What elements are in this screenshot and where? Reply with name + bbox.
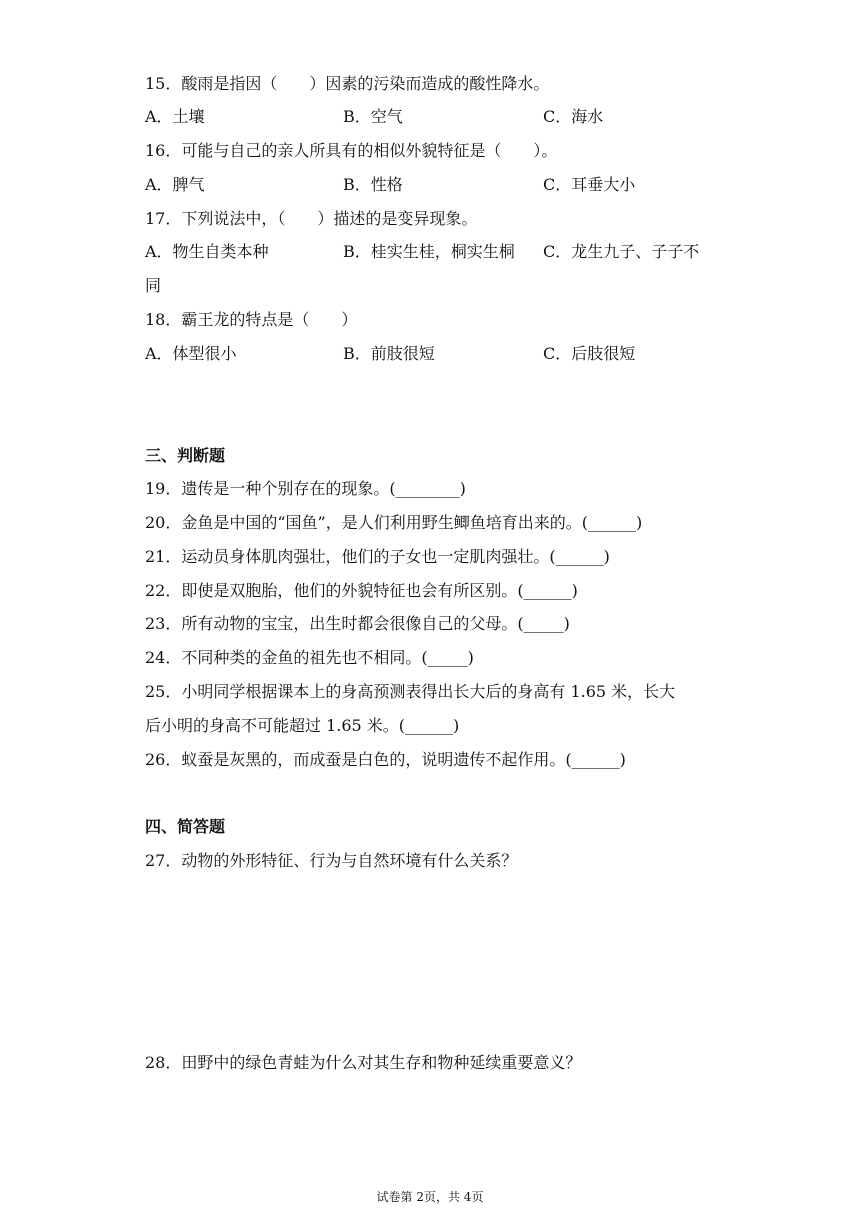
option-b: B．前肢很短 [343, 344, 435, 363]
option-b: B．桂实生桂，桐实生桐 [343, 242, 515, 261]
question-20: 20．金鱼是中国的“国鱼”，是人们利用野生鲫鱼培育出来的。(______) [145, 513, 643, 532]
option-c: C．海水 [543, 107, 604, 126]
option-c-continuation: 同 [145, 276, 162, 295]
option-c: C．后肢很短 [543, 344, 636, 363]
option-b: B．性格 [343, 175, 403, 194]
section-title-short-answer: 四、简答题 [145, 817, 226, 836]
question-23: 23．所有动物的宝宝，出生时都会很像自己的父母。(_____) [145, 614, 570, 633]
question-16: 16．可能与自己的亲人所具有的相似外貌特征是（ ）。 [145, 141, 558, 160]
question-24: 24．不同种类的金鱼的祖先也不相同。(_____) [145, 648, 474, 667]
option-b: B．空气 [343, 107, 403, 126]
question-17: 17．下列说法中，（ ）描述的是变异现象。 [145, 209, 478, 228]
option-c: C．耳垂大小 [543, 175, 636, 194]
option-a: A．体型很小 [145, 344, 237, 363]
question-21: 21．运动员身体肌肉强壮，他们的子女也一定肌肉强壮。(______) [145, 547, 610, 566]
option-a: A．脾气 [145, 175, 205, 194]
question-27: 27．动物的外形特征、行为与自然环境有什么关系？ [145, 851, 518, 870]
question-18: 18．霸王龙的特点是（ ） [145, 310, 358, 329]
question-25: 25．小明同学根据课本上的身高预测表得出长大后的身高有 1.65 米，长大 [145, 682, 676, 701]
option-a: A．物生自类本种 [145, 242, 269, 261]
section-title-judgement: 三、判断题 [145, 446, 226, 465]
option-a: A．土壤 [145, 107, 205, 126]
option-c: C．龙生九子、子子不 [543, 242, 700, 261]
question-19: 19．遗传是一种个别存在的现象。(________) [145, 479, 466, 498]
page-footer: 试卷第 2页，共 4页 [376, 1190, 484, 1204]
question-25-continuation: 后小明的身高不可能超过 1.65 米。(______) [145, 716, 460, 735]
question-26: 26．蚁蚕是灰黑的，而成蚕是白色的，说明遗传不起作用。(______) [145, 750, 626, 769]
question-22: 22．即使是双胞胎，他们的外貌特征也会有所区别。(______) [145, 581, 578, 600]
question-15: 15．酸雨是指因（ ）因素的污染而造成的酸性降水。 [145, 74, 550, 93]
question-28: 28．田野中的绿色青蛙为什么对其生存和物种延续重要意义？ [145, 1053, 582, 1072]
